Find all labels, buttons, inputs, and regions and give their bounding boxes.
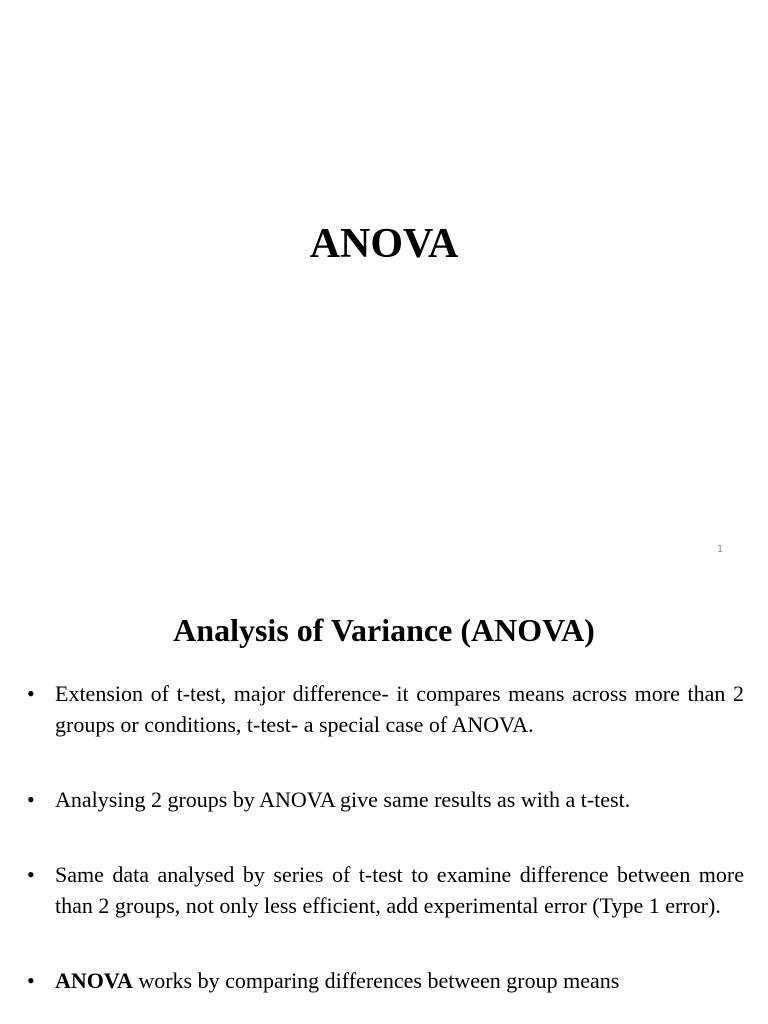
bullet-list — [0, 678, 768, 996]
bullet-text: works by comparing differences between group means — [132, 968, 620, 993]
bullet-bold-term: ANOVA — [55, 968, 133, 993]
bullet-marker: • — [27, 681, 35, 706]
bullet-item-2 — [0, 784, 768, 815]
bullet-text: Same data analysed by series of t-test to examine difference between more than 2 groups, not only less efficient, add experimental error (Type 1 error). — [55, 862, 744, 918]
slide-heading: Analysis of Variance (ANOVA) — [173, 612, 595, 648]
bullet-marker: • — [27, 787, 35, 812]
bullet-item-4 — [0, 965, 768, 996]
content-slide — [0, 576, 768, 1024]
bullet-item-1 — [0, 678, 768, 740]
page-number: 1 — [716, 544, 724, 555]
slide-title: ANOVA — [309, 221, 459, 267]
bullet-text: Analysing 2 groups by ANOVA give same results as with a t-test. — [55, 787, 631, 812]
bullet-text: Extension of t-test, major difference- it compares means across more than 2 groups or conditions, t-test- a special case of ANOVA. — [55, 681, 744, 737]
bullet-marker: • — [27, 968, 35, 993]
bullet-marker: • — [27, 862, 35, 887]
bullet-item-3 — [0, 859, 768, 921]
